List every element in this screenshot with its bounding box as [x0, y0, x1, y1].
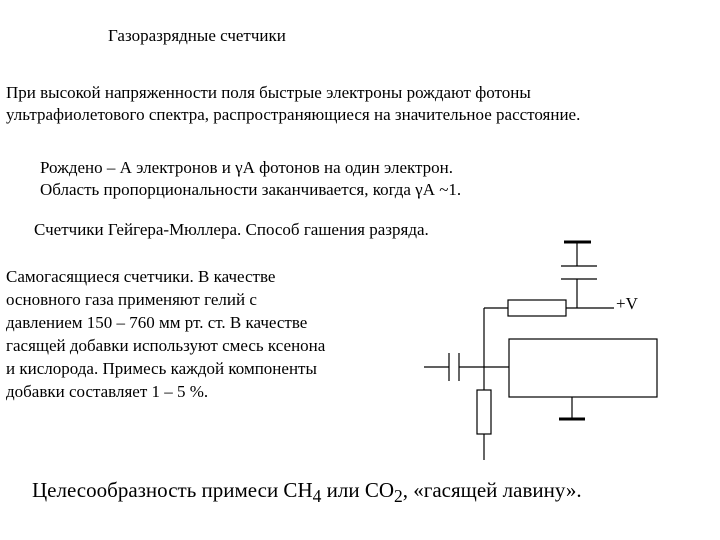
intro-line-2: ультрафиолетового спектра, распространяющиеся на значительное расстояние.	[6, 105, 581, 124]
slide-title: Газоразрядные счетчики	[108, 26, 286, 45]
selfquench-line-2: основного газа применяют гелий с	[6, 290, 257, 309]
selfquench-line-5: и кислорода. Примесь каждой компоненты	[6, 359, 317, 378]
geiger-heading: Счетчики Гейгера-Мюллера. Способ гашения разряда.	[34, 220, 429, 239]
conclusion-prefix: Целесообразность примеси CH	[32, 478, 313, 502]
intro-line-1: При высокой напряженности поля быстрые электроны рождают фотоны	[6, 83, 531, 102]
selfquench-line-3: давлением 150 – 760 мм рт. ст. В качестве	[6, 313, 308, 332]
born-line-2: Область пропорциональности заканчивается, когда γА ~1.	[40, 180, 462, 199]
conclusion-subscript-co: 2	[394, 486, 403, 507]
selfquench-line-1: Самогасящиеся счетчики. В качестве	[6, 267, 276, 286]
load-resistor	[508, 300, 566, 316]
bottom-resistor	[477, 390, 491, 434]
supply-voltage-label: +V	[616, 294, 638, 313]
selfquench-line-4: гасящей добавки используют смесь ксенона	[6, 336, 326, 355]
counter-tube	[509, 339, 657, 397]
conclusion	[32, 478, 582, 507]
selfquench-line-6: добавки составляет 1 – 5 %.	[6, 382, 209, 401]
born-line-1: Рождено – А электронов и γА фотонов на один электрон.	[40, 158, 454, 177]
conclusion-middle: или CO	[321, 478, 394, 502]
conclusion-suffix: , «гасящей лавину».	[402, 478, 582, 502]
conclusion-subscript-ch: 4	[312, 486, 322, 507]
